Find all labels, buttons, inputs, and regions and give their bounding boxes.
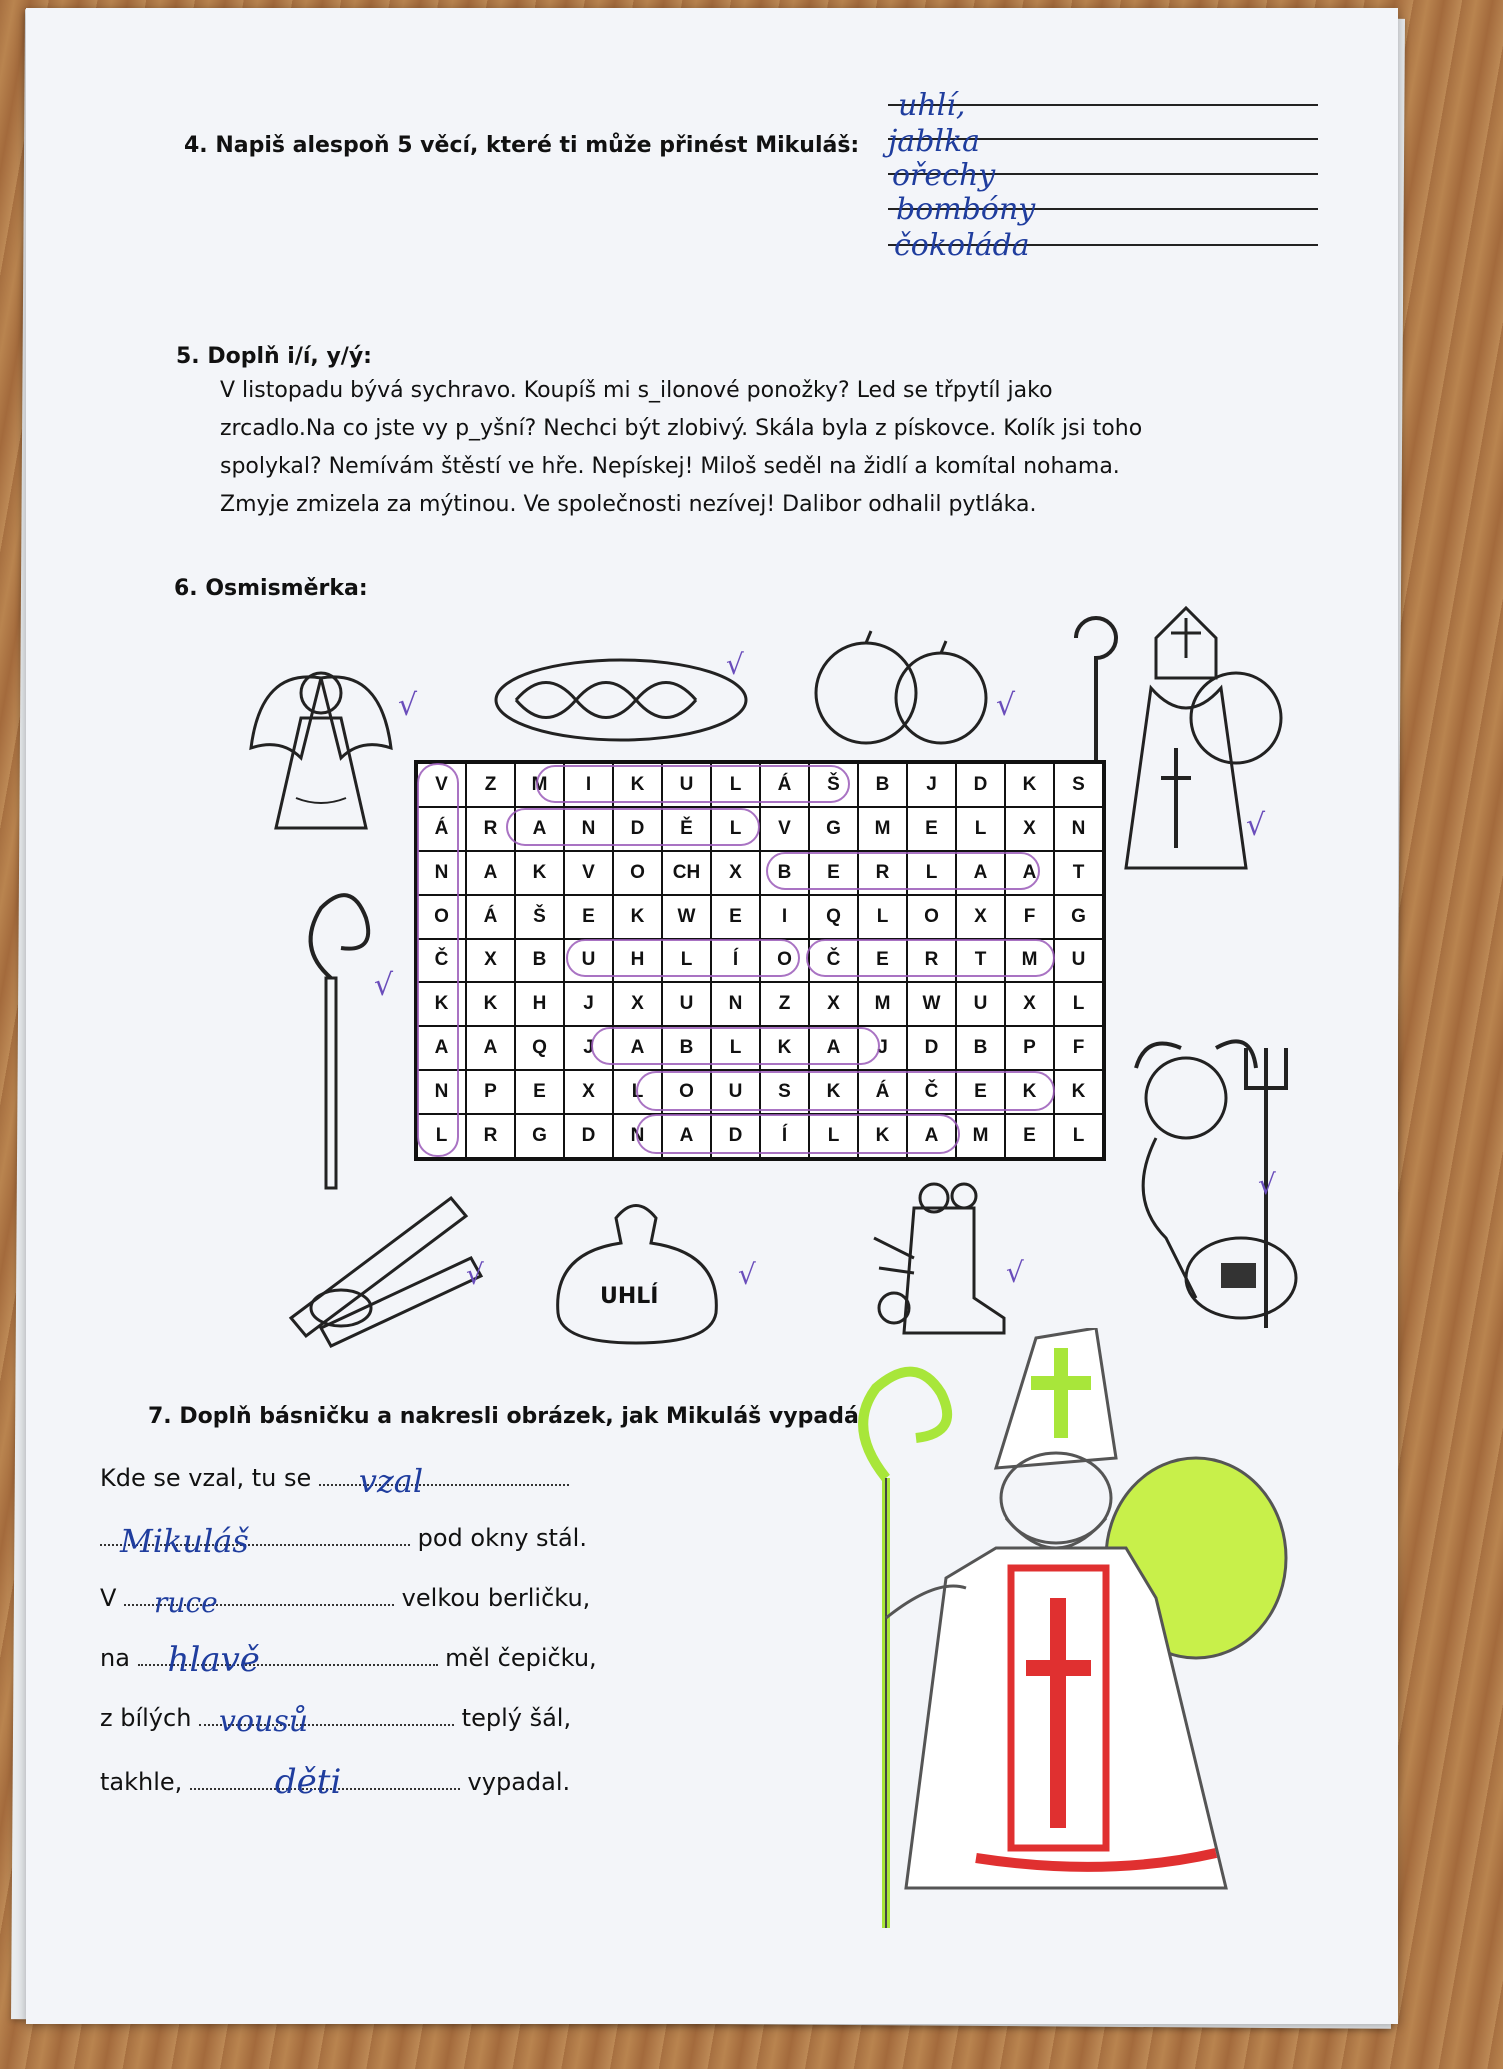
grid-cell: M — [858, 982, 907, 1026]
grid-cell: G — [515, 1114, 564, 1158]
task4-answer: bombóny — [896, 192, 1036, 227]
grid-cell: Č — [907, 1070, 956, 1114]
grid-cell: B — [760, 851, 809, 895]
check-mark: √ — [466, 1258, 484, 1291]
poem-blank — [100, 1522, 410, 1560]
grid-cell: L — [662, 939, 711, 983]
grid-cell: G — [1054, 895, 1103, 939]
grid-cell: B — [515, 939, 564, 983]
grid-cell: O — [907, 895, 956, 939]
grid-cell: Á — [417, 807, 466, 851]
grid-cell: Š — [809, 763, 858, 807]
grid-cell: V — [760, 807, 809, 851]
grid-cell: S — [1054, 763, 1103, 807]
grid-cell: N — [613, 1114, 662, 1158]
grid-cell: K — [760, 1026, 809, 1070]
grid-cell: V — [564, 851, 613, 895]
check-mark: √ — [726, 648, 744, 681]
poem-text: na — [100, 1644, 138, 1672]
poem-line — [100, 1584, 591, 1619]
grid-cell: K — [613, 763, 662, 807]
poem-blank — [124, 1586, 394, 1619]
poem-text: velkou berličku, — [394, 1584, 591, 1612]
grid-cell: L — [613, 1070, 662, 1114]
found-word-highlight — [766, 852, 1040, 890]
grid-cell: Í — [711, 939, 760, 983]
grid-cell: A — [809, 1026, 858, 1070]
grid-cell: U — [564, 939, 613, 983]
worksheet-page — [26, 8, 1398, 2024]
grid-cell: N — [1054, 807, 1103, 851]
grid-cell: U — [662, 763, 711, 807]
check-mark: √ — [398, 688, 418, 723]
poem-line — [100, 1462, 569, 1500]
poem-line — [100, 1640, 597, 1680]
grid-cell: D — [711, 1114, 760, 1158]
task4-answer: uhlí, — [898, 88, 966, 123]
grid-cell: T — [956, 939, 1005, 983]
grid-cell: K — [858, 1114, 907, 1158]
grid-cell: N — [711, 982, 760, 1026]
grid-cell: U — [1054, 939, 1103, 983]
crozier-icon — [286, 878, 376, 1198]
grid-cell: W — [907, 982, 956, 1026]
grid-cell: A — [417, 1026, 466, 1070]
grid-cell: Á — [466, 895, 515, 939]
angel-icon — [246, 648, 396, 848]
grid-cell: S — [760, 1070, 809, 1114]
grid-cell: L — [956, 807, 1005, 851]
found-word-highlight — [636, 1114, 960, 1154]
check-mark: √ — [1006, 1256, 1024, 1289]
task5-heading: 5. Doplň i/í, y/ý: — [176, 344, 372, 369]
check-mark: √ — [374, 968, 394, 1003]
poem-text: pod okny stál. — [410, 1524, 587, 1552]
braided-bread-icon — [486, 650, 756, 750]
child-drawing-st-nicholas — [826, 1328, 1306, 1928]
grid-cell: O — [760, 939, 809, 983]
grid-cell: L — [1054, 1114, 1103, 1158]
grid-cell: K — [1054, 1070, 1103, 1114]
grid-cell: M — [1005, 939, 1054, 983]
found-word-highlight — [591, 1027, 880, 1065]
grid-cell: D — [613, 807, 662, 851]
poem-answer: hlavě — [167, 1640, 260, 1680]
grid-cell: M — [858, 807, 907, 851]
poem-text: takhle, — [100, 1768, 190, 1796]
grid-cell: Ě — [662, 807, 711, 851]
poem-line — [100, 1522, 587, 1560]
grid-cell: Č — [417, 939, 466, 983]
task6-heading: 6. Osmisměrka: — [174, 576, 368, 601]
devil-icon — [1116, 1028, 1316, 1328]
grid-cell: D — [564, 1114, 613, 1158]
poem-text: měl čepičku, — [437, 1644, 597, 1672]
task4-answer: jablka — [888, 124, 981, 159]
grid-cell: B — [858, 763, 907, 807]
found-word-highlight — [417, 763, 459, 1157]
grid-cell: J — [564, 1026, 613, 1070]
grid-cell: E — [515, 1070, 564, 1114]
task4-answer: ořechy — [892, 158, 996, 193]
grid-cell: Í — [760, 1114, 809, 1158]
found-word-highlight — [566, 939, 800, 977]
grid-cell: U — [662, 982, 711, 1026]
grid-cell: N — [417, 851, 466, 895]
grid-cell: L — [417, 1114, 466, 1158]
grid-cell: K — [466, 982, 515, 1026]
grid-cell: E — [809, 851, 858, 895]
check-mark: √ — [996, 688, 1016, 723]
grid-cell: M — [956, 1114, 1005, 1158]
grid-cell: T — [1054, 851, 1103, 895]
poem-answer: vousů — [219, 1704, 309, 1739]
poem-blank — [190, 1762, 460, 1802]
grid-cell: A — [515, 807, 564, 851]
grid-cell: X — [564, 1070, 613, 1114]
grid-cell: J — [564, 982, 613, 1026]
grid-cell: L — [907, 851, 956, 895]
grid-cell: Š — [515, 895, 564, 939]
grid-cell: D — [956, 763, 1005, 807]
grid-cell: L — [711, 1026, 760, 1070]
poem-answer: Mikuláš — [120, 1522, 249, 1560]
grid-cell: CH — [662, 851, 711, 895]
grid-cell: R — [466, 1114, 515, 1158]
task5-line: spolykal? Nemívám štěstí ve hře. Nepískej! Miloš seděl na židlí a komítal nohama. — [220, 454, 1120, 479]
grid-cell: O — [662, 1070, 711, 1114]
grid-cell: D — [907, 1026, 956, 1070]
grid-cell: R — [858, 851, 907, 895]
poem-blank — [138, 1640, 438, 1680]
poem-line — [100, 1762, 571, 1802]
grid-cell: I — [564, 763, 613, 807]
grid-cell: U — [956, 982, 1005, 1026]
grid-cell: L — [1054, 982, 1103, 1026]
found-word-highlight — [536, 765, 850, 803]
grid-cell: A — [466, 851, 515, 895]
found-word-highlight — [506, 808, 760, 846]
grid-cell: A — [956, 851, 1005, 895]
grid-cell: X — [1005, 807, 1054, 851]
task5-line: Zmyje zmizela za mýtinou. Ve společnosti nezívej! Dalibor odhalil pytláka. — [220, 492, 1037, 517]
grid-cell: X — [1005, 982, 1054, 1026]
grid-cell: H — [515, 982, 564, 1026]
coal-bag-icon — [556, 1188, 726, 1348]
grid-cell: L — [809, 1114, 858, 1158]
poem-answer: ruce — [154, 1586, 218, 1619]
poem-blank — [199, 1704, 454, 1739]
task7-heading: 7. Doplň básničku a nakresli obrázek, jak Mikuláš vypadá: — [148, 1404, 868, 1429]
grid-cell: U — [711, 1070, 760, 1114]
apples-icon — [801, 628, 1001, 748]
task5-line: V listopadu bývá sychravo. Koupíš mi s_ilonové ponožky? Led se třpytíl jako — [220, 378, 1053, 403]
grid-cell: F — [1005, 895, 1054, 939]
grid-cell: B — [662, 1026, 711, 1070]
poem-answer: vzal — [358, 1462, 424, 1500]
grid-cell: E — [1005, 1114, 1054, 1158]
grid-cell: E — [564, 895, 613, 939]
grid-cell: K — [1005, 1070, 1054, 1114]
grid-cell: V — [417, 763, 466, 807]
poem-text: teplý šál, — [454, 1704, 572, 1732]
grid-cell: K — [1005, 763, 1054, 807]
grid-cell: X — [613, 982, 662, 1026]
poem-text: Kde se vzal, tu se — [100, 1464, 319, 1492]
boot-with-gifts-icon — [864, 1178, 1014, 1338]
grid-cell: L — [711, 807, 760, 851]
grid-cell: Z — [760, 982, 809, 1026]
grid-cell: N — [417, 1070, 466, 1114]
grid-cell: Č — [809, 939, 858, 983]
grid-cell: Á — [760, 763, 809, 807]
grid-cell: E — [956, 1070, 1005, 1114]
poem-answer: děti — [274, 1762, 342, 1802]
grid-cell: B — [956, 1026, 1005, 1070]
grid-cell: Q — [515, 1026, 564, 1070]
grid-cell: A — [1005, 851, 1054, 895]
task4-answer: čokoláda — [894, 228, 1030, 263]
grid-cell: L — [858, 895, 907, 939]
poem-line — [100, 1704, 572, 1739]
task4-heading: 4. Napiš alespoň 5 věcí, které ti může přinést Mikuláš: — [184, 133, 860, 158]
grid-cell: K — [515, 851, 564, 895]
grid-cell: R — [466, 807, 515, 851]
grid-cell: N — [564, 807, 613, 851]
grid-cell: E — [907, 807, 956, 851]
found-word-highlight — [806, 939, 1055, 977]
grid-cell: P — [1005, 1026, 1054, 1070]
grid-cell: A — [662, 1114, 711, 1158]
poem-text: vypadal. — [459, 1768, 571, 1796]
grid-cell: K — [417, 982, 466, 1026]
check-mark: √ — [1258, 1168, 1276, 1201]
grid-cell: E — [858, 939, 907, 983]
grid-cell: R — [907, 939, 956, 983]
grid-cell: X — [809, 982, 858, 1026]
grid-cell: A — [907, 1114, 956, 1158]
grid-cell: G — [809, 807, 858, 851]
poem-text: z bílých — [100, 1704, 200, 1732]
grid-cell: X — [466, 939, 515, 983]
grid-cell: X — [956, 895, 1005, 939]
grid-cell: A — [466, 1026, 515, 1070]
task5-line: zrcadlo.Na co jste vy p_yšní? Nechci být zlobivý. Skála byla z pískovce. Kolík jsi toho — [220, 416, 1143, 441]
grid-cell: W — [662, 895, 711, 939]
poem-blank — [319, 1462, 569, 1500]
grid-cell: O — [417, 895, 466, 939]
check-mark: √ — [738, 1258, 756, 1291]
grid-cell: Q — [809, 895, 858, 939]
grid-cell: Z — [466, 763, 515, 807]
grid-cell: K — [809, 1070, 858, 1114]
grid-cell: M — [515, 763, 564, 807]
grid-cell: H — [613, 939, 662, 983]
grid-cell: E — [711, 895, 760, 939]
grid-cell: J — [907, 763, 956, 807]
poem-text: V — [100, 1584, 125, 1612]
grid-cell: F — [1054, 1026, 1103, 1070]
grid-cell: K — [613, 895, 662, 939]
grid-cell: P — [466, 1070, 515, 1114]
grid-cell: I — [760, 895, 809, 939]
grid-cell: Á — [858, 1070, 907, 1114]
grid-cell: J — [858, 1026, 907, 1070]
grid-cell: A — [613, 1026, 662, 1070]
grid-cell: X — [711, 851, 760, 895]
grid-cell: O — [613, 851, 662, 895]
grid-cell: L — [711, 763, 760, 807]
check-mark: √ — [1246, 808, 1266, 843]
found-word-highlight — [636, 1071, 1055, 1111]
coal-label: UHLÍ — [600, 1284, 659, 1309]
